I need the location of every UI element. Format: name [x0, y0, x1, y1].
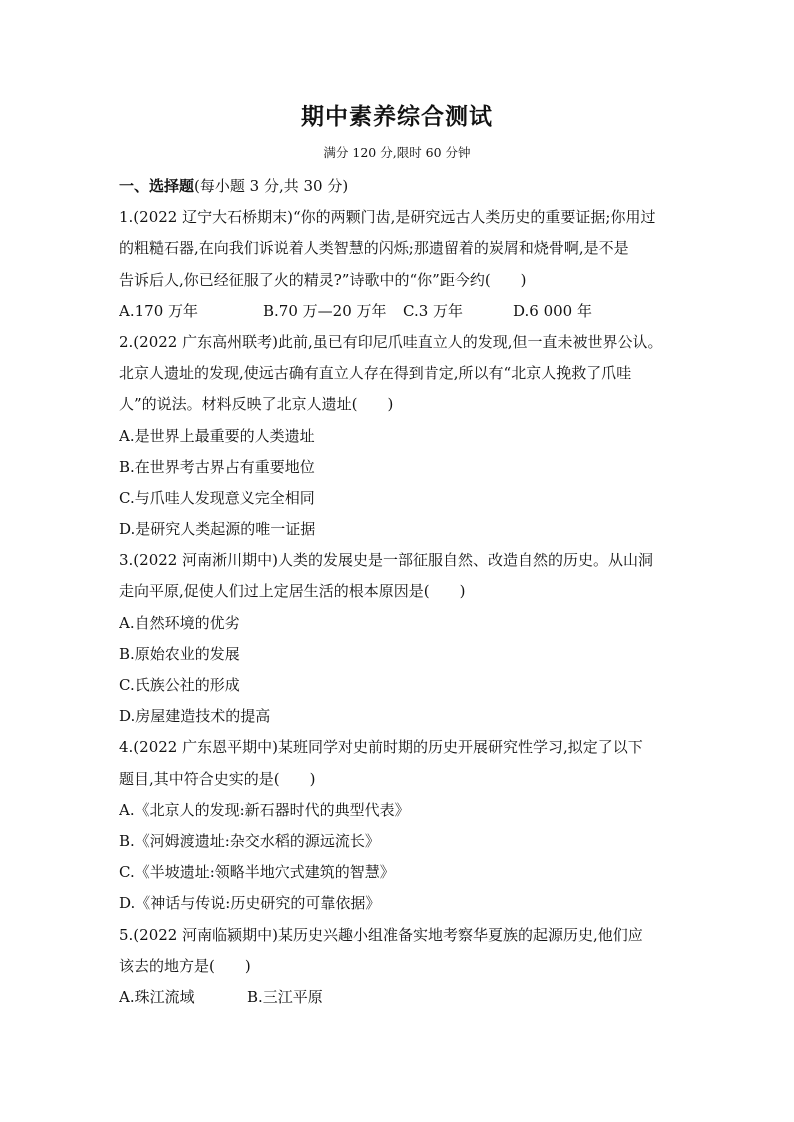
question-2-line-2: 北京人遗址的发现,使远古确有直立人存在得到肯定,所以有“北京人挽救了爪哇	[119, 364, 632, 383]
question-1-line-1: 1.(2022 辽宁大石桥期末)“你的两颗门齿,是研究远古人类历史的重要证据;你用过	[119, 208, 656, 227]
question-3-option-b: B.原始农业的发展	[119, 644, 240, 663]
question-5-line-2: 该去的地方是( )	[119, 956, 251, 975]
question-1-option-c: C.3 万年	[403, 301, 464, 320]
question-1-line-3: 告诉后人,你已经征服了火的精灵?”诗歌中的“你”距今约( )	[119, 270, 527, 289]
question-1-options	[119, 296, 684, 327]
question-5	[119, 920, 684, 1014]
question-2-option-d: D.是研究人类起源的唯一证据	[119, 520, 316, 539]
question-4	[119, 732, 684, 919]
question-2	[119, 327, 684, 545]
question-4-option-b: B.《河姆渡遗址:杂交水稻的源远流长》	[119, 831, 380, 850]
question-5-option-a: A.珠江流域	[119, 987, 195, 1006]
question-4-option-d: D.《神话与传说:历史研究的可靠依据》	[119, 894, 381, 913]
question-3-option-c: C.氏族公社的形成	[119, 676, 240, 694]
question-3-line-2: 走向平原,促使人们过上定居生活的根本原因是( )	[119, 582, 466, 601]
question-3-line-1: 3.(2022 河南淅川期中)人类的发展史是一部征服自然、改造自然的历史。从山洞	[119, 551, 653, 570]
question-4-line-1: 4.(2022 广东恩平期中)某班同学对史前时期的历史开展研究性学习,拟定了以下	[119, 738, 643, 757]
question-2-line-1: 2.(2022 广东高州联考)此前,虽已有印尼爪哇直立人的发现,但一直未被世界公认。	[119, 332, 663, 351]
question-4-line-2: 题目,其中符合史实的是( )	[119, 769, 316, 788]
exam-content	[119, 171, 684, 1013]
question-5-line-1: 5.(2022 河南临颍期中)某历史兴趣小组准备实地考察华夏族的起源历史,他们应	[119, 925, 643, 944]
question-5-options	[119, 982, 684, 1013]
section-note: (每小题 3 分,共 30 分)	[194, 177, 349, 195]
question-3	[119, 545, 684, 732]
question-1-option-d: D.6 000 年	[513, 301, 592, 320]
question-1-option-a: A.170 万年	[119, 301, 198, 320]
section-heading	[119, 171, 684, 202]
question-1	[119, 202, 684, 327]
question-1-option-b: B.70 万—20 万年	[263, 301, 387, 320]
question-4-option-c: C.《半坡遗址:领略半地穴式建筑的智慧》	[119, 863, 395, 882]
question-2-option-a: A.是世界上最重要的人类遗址	[119, 426, 315, 445]
section-name: 一、选择题	[119, 177, 195, 195]
question-5-option-b: B.三江平原	[247, 987, 323, 1006]
question-2-option-c: C.与爪哇人发现意义完全相同	[119, 488, 315, 507]
question-1-line-2: 的粗糙石器,在向我们诉说着人类智慧的闪烁;那遗留着的炭屑和烧骨啊,是不是	[119, 239, 629, 258]
question-3-option-d: D.房屋建造技术的提高	[119, 707, 271, 726]
page-title: 期中素养综合测试	[301, 104, 493, 130]
question-2-option-b: B.在世界考古界占有重要地位	[119, 457, 315, 476]
exam-subtitle: 满分 120 分,限时 60 分钟	[323, 145, 471, 160]
question-3-option-a: A.自然环境的优劣	[119, 613, 240, 632]
question-4-option-a: A.《北京人的发现:新石器时代的典型代表》	[119, 800, 410, 819]
question-2-line-3: 人”的说法。材料反映了北京人遗址( )	[119, 395, 394, 414]
